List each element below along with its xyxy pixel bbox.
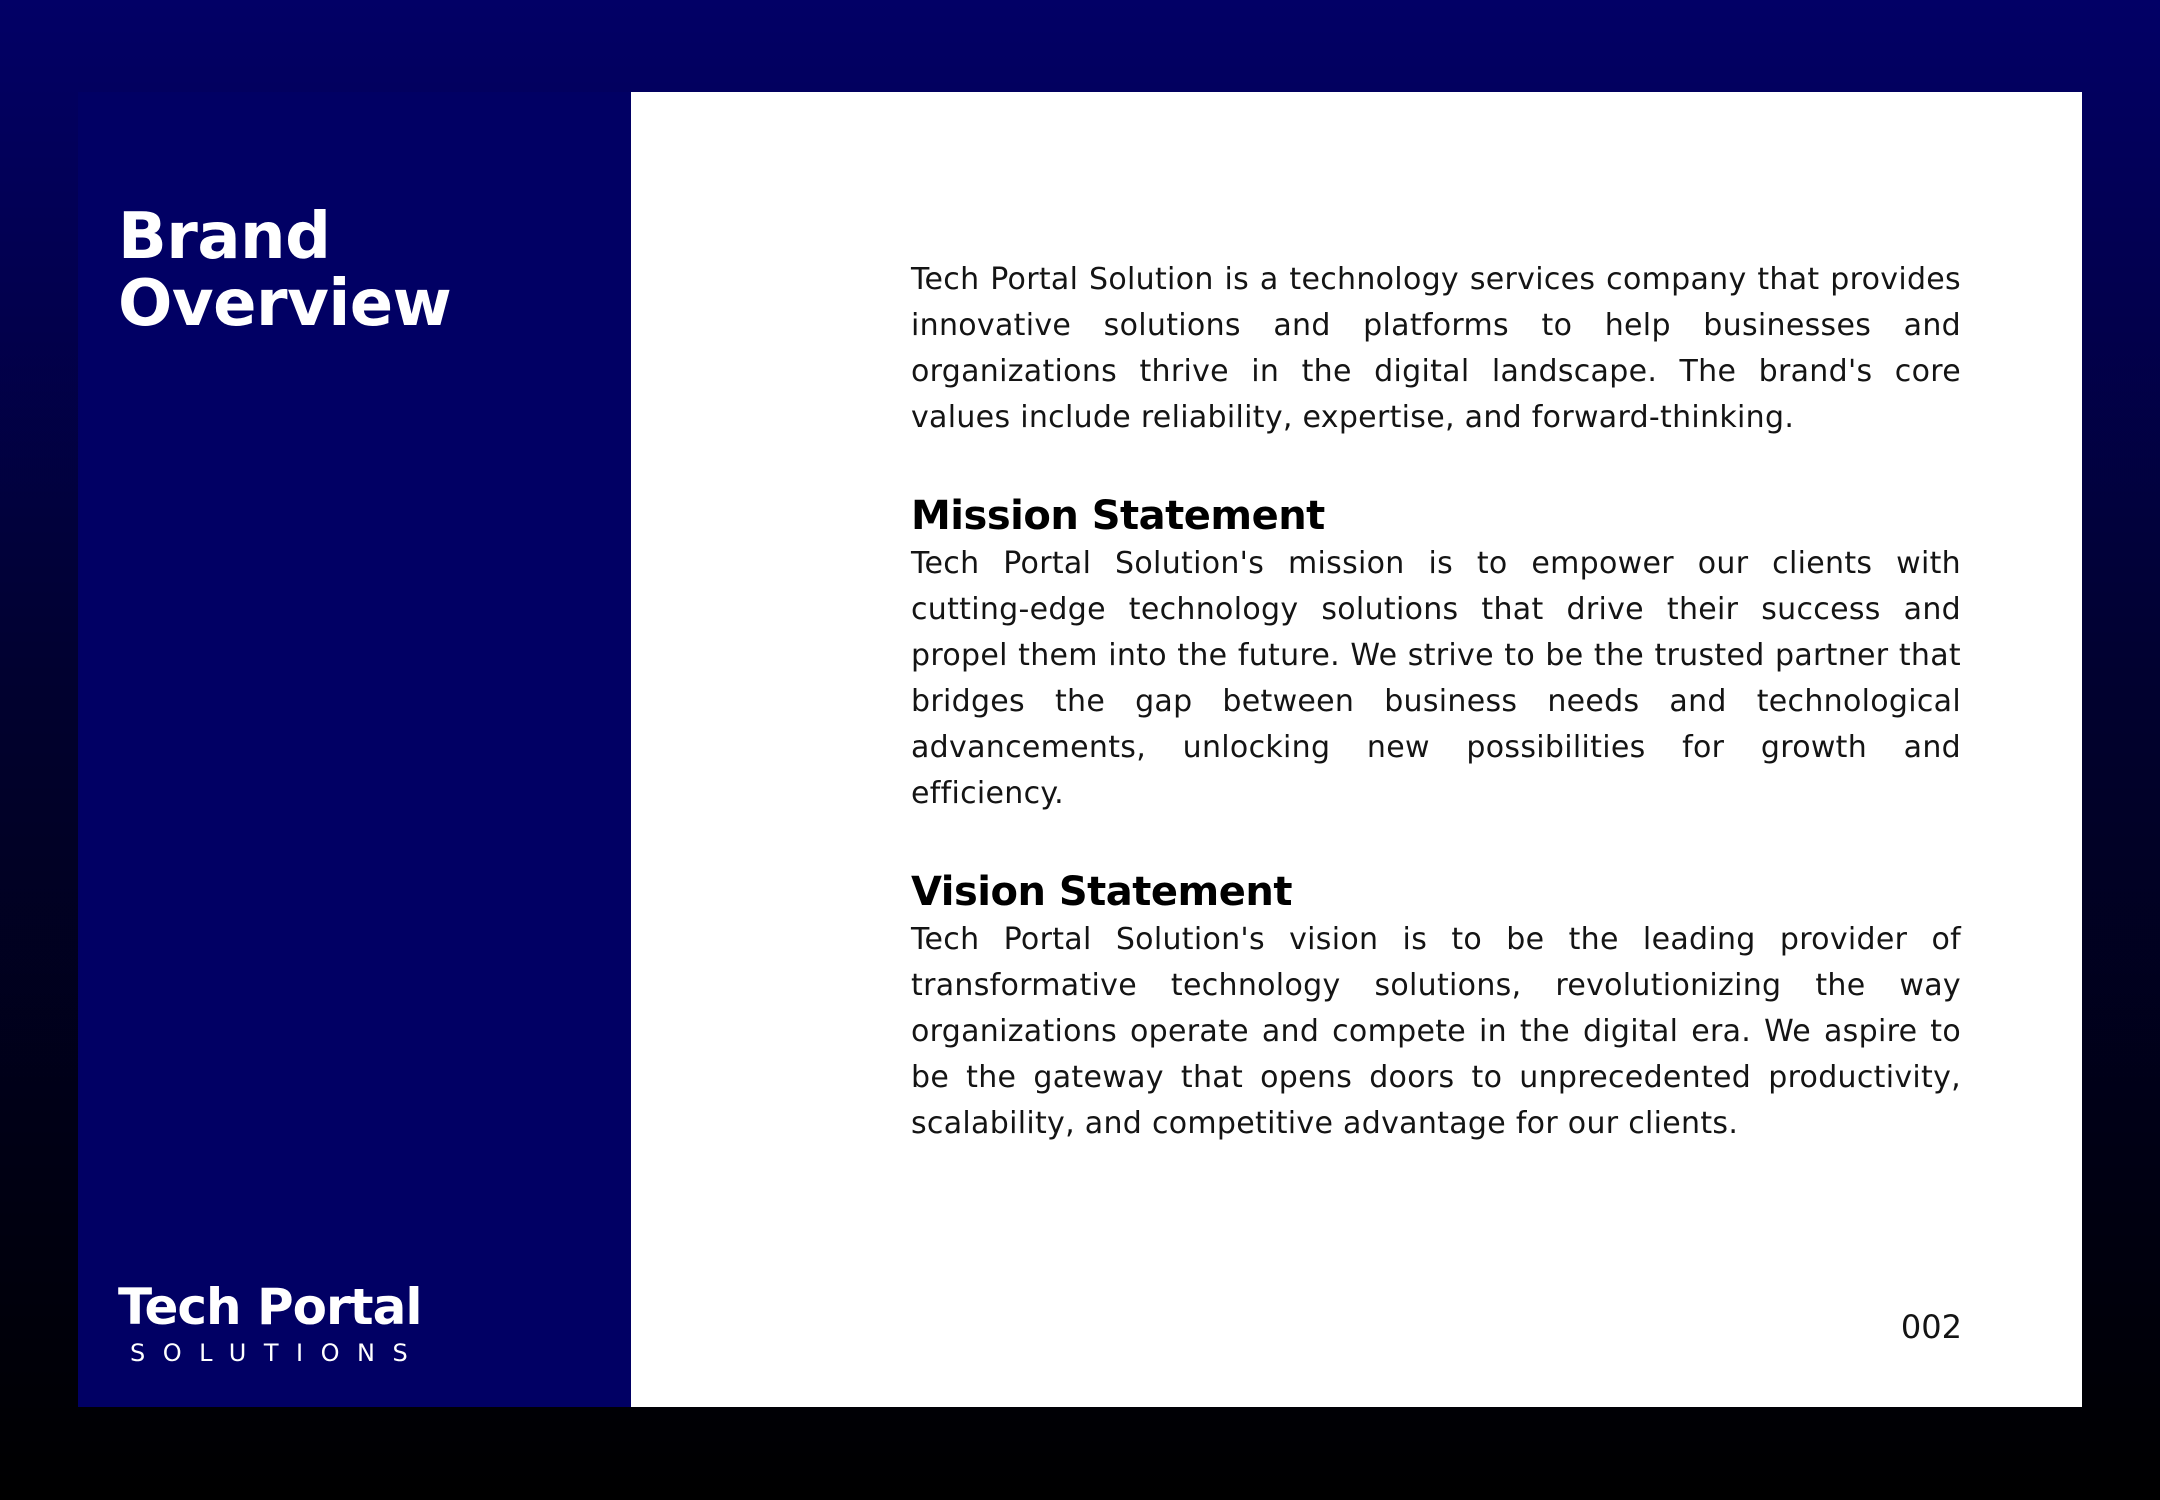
intro-paragraph: Tech Portal Solution is a technology services company that provides innovative solutions and platforms to help businesses and organizations thrive in the digital landscape. The brand's core values include reliability, expertise, and forward-thinking.	[911, 262, 1961, 435]
content-panel	[631, 92, 2082, 1407]
brand-logo	[118, 1279, 448, 1367]
vision-paragraph: Tech Portal Solution's vision is to be the leading provider of transformative technology solutions, revolutionizing the way organizations operate and compete in the digital era. We aspire to be the gateway that opens doors to unprecedented productivity, scalability, and competitive advantage for our clients.	[911, 922, 1961, 1141]
page-title	[118, 200, 452, 341]
text-column	[911, 257, 1961, 1147]
mission-paragraph: Tech Portal Solution's mission is to empower our clients with cutting-edge technology solutions that drive their success and propel them into the future. We strive to be the trusted partner that bridges the gap between business needs and technological advancements, unlocking new possibilities for growth and efficiency.	[911, 546, 1961, 811]
logo-wordmark: Tech Portal	[118, 1278, 422, 1336]
mission-heading: Mission Statement	[911, 493, 1325, 539]
page-title-line1: Brand	[118, 200, 331, 274]
page-title-line2: Overview	[118, 267, 452, 341]
page-number: 002	[1900, 1308, 1962, 1346]
sidebar	[78, 92, 631, 1407]
vision-heading: Vision Statement	[911, 869, 1292, 915]
logo-tagline: SOLUTIONS	[130, 1339, 426, 1367]
slide	[78, 92, 2082, 1407]
vision-section	[911, 867, 1961, 1147]
mission-section	[911, 491, 1961, 817]
